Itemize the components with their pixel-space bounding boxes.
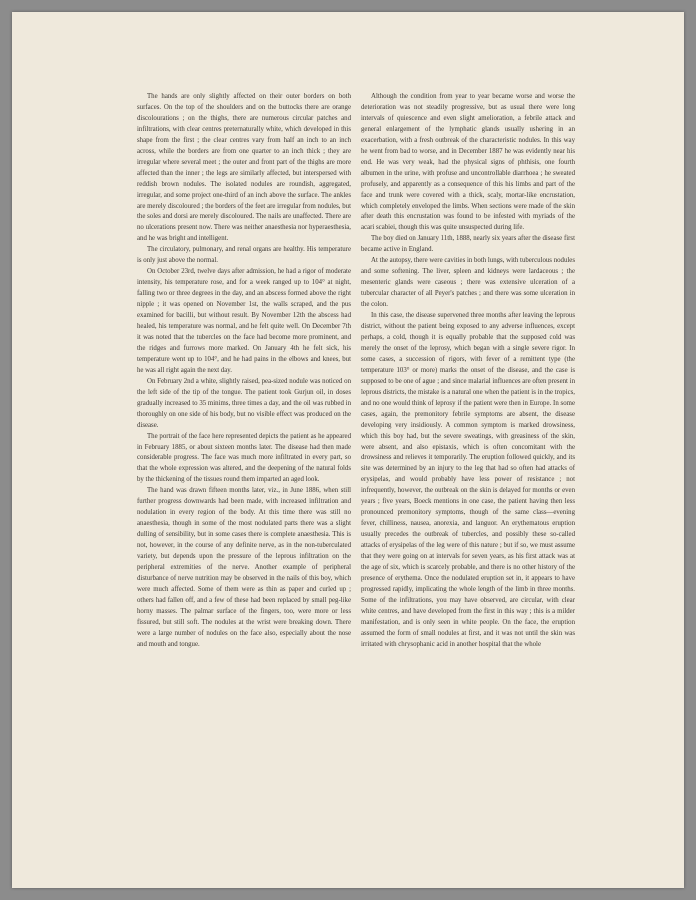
paragraph: The circulatory, pulmonary, and renal organs are healthy. His temperature is only just above the normal. <box>137 246 351 265</box>
paragraph: The boy died on January 11th, 1888, nearly six years after the disease first became active in England. <box>361 235 575 254</box>
paragraph: Although the condition from year to year became worse and worse the deterioration was not steadily progressive, but as usual there were long intervals of quiescence and even slight amelioration, a febrile attack and general enlargement of the lymphatic glands usually ushering in an exacerbation, with a fresh outbreak of the characteristic nodules. In this way he went from bad to worse, and in December 1887 he was evidently near his end. He was very weak, had the physical signs of phthisis, one fourth albumen in the urine, with profuse and uncontrollable diarrhoea ; he sweated profusely, and apparently as a consequence of this his limbs and part of the face and trunk were covered with a thick, scaly, mortar-like encrustation, which completely enveloped the limbs. When sections were made of the skin after death this encrustation was found to be infested with myriads of the acari scabiei, though this was quite unsuspected during life. <box>361 93 575 232</box>
paragraph: The hands are only slightly affected on their outer borders on both surfaces. On the top of the shoulders and on the buttocks there are orange discolourations ; on the thighs, there are numerous circular patches and infiltrations, with clear centres preternaturally white, which developed in this shape from the first ; the clear centres vary from half an inch to an inch across, while the borders are from one quarter to an inch thick ; they are irregular where several meet ; the outer and front part of the thighs are more affected than the inner ; the legs are similarly affected, but interspersed with reddish brown nodules. The isolated nodules are roundish, aggregated, irregular, and some project one-third of an inch above the surface. The ankles are merely discoloured ; the borders of the feet are irregular from nodules, but the soles and dorsi are merely discoloured. The nails are unaffected. There are no ulcerations present now. There was neither anaesthesia nor hyperaesthesia, and he was bright and intelligent. <box>137 93 351 243</box>
right-column <box>361 92 575 651</box>
left-column <box>137 92 351 651</box>
paragraph: On February 2nd a white, slightly raised, pea-sized nodule was noticed on the left side of the tip of the tongue. The patient took Gurjun oil, in doses gradually increased to 35 minims, three times a day, and the oil was rubbed in thoroughly on one side of his body, but no visible effect was produced on the disease. <box>137 377 351 429</box>
document-page <box>12 12 684 888</box>
paragraph: The portrait of the face here represented depicts the patient as he appeared in February 1885, or about sixteen months later. The disease had then made considerable progress. The face was much more infiltrated in every part, so that the whole expression was altered, and the deepening of the natural folds by the thickening of the tissues round them imparted an aged look. <box>137 432 351 484</box>
paragraph: In this case, the disease supervened three months after leaving the leprous district, without the patient being exposed to any adverse influences, except perhaps, a cold, though it is equally probable that the supposed cold was merely the onset of the leprosy, which began with a single severe rigor. In some cases, a succession of rigors, with fever of a remittent type (the temperature 103° or more) marks the onset of the disease, and the case is supposed to be one of ague ; and since malarial influences are often present in leprous districts, the mistake is a natural one when the patient is in the tropics, and no one would think of leprosy if the patient were then in Europe. In some cases, again, the premonitory febrile symptoms are absent, the disease developing very insidiously. A common symptom is marked drowsiness, which this boy had, but the severe sweatings, with greasiness of the skin, were absent, and also epistaxis, which is often concomitant with the drowsiness and relieves it temporarily. The eruption followed quickly, and its site was determined by an injury to the leg that had so often had attacks of erysipelas, and would probably have less power of resistance ; not infrequently, however, the outbreak on the skin is delayed for months or even years ; five years, Boeck mentions in one case, the patient having then less pronounced premonitory symptoms, though of the same class—evening fever, chilliness, nausea, anorexia, and languor. An erythematous eruption usually precedes the outbreak of tubercles, and possibly these so-called attacks of erysipelas of the leg were of this nature ; but if so, we must assume that they were going on at intervals for seven years, as his first attack was at the age of six, which is scarcely probable, and there is no other history of the presence of erythema. Once the nodulated eruption set in, it appears to have progressed rapidly, implicating the whole length of the limb in three months. Some of the infiltrations, you may have observed, are circular, with clear white centres, and have developed from the first in this way ; this is a milder manifestation, and is only seen in white people. On the face, the eruption assumed the form of small nodules at first, and it was not until the skin was irritated with chrysophanic acid in another hospital that the whole <box>361 312 576 648</box>
paragraph: On October 23rd, twelve days after admission, he had a rigor of moderate intensity, his temperature rose, and for a week ranged up to 104° at night, falling two or three degrees in the day, and an abscess formed above the right nipple ; it was opened on November 1st, the walls scraped, and the pus examined for bacilli, but without result. By November 12th the abscess had healed, his temperature was normal, and he felt quite well. On December 7th it was noted that the tubercles on the face had become more prominent, and the ridges and furrows more marked. On January 4th he felt sick, his temperature went up to 104°, and he had pains in the elbows and knees, but he was all right again the next day. <box>137 268 351 374</box>
paragraph: The hand was drawn fifteen months later, viz., in June 1886, when still further progress downwards had been made, with increased infiltration and nodulation in every region of the body. At this time there was still no anaesthesia, though in some of the most nodulated parts there was a slight dulling of sensibility, but in some cases there is complete anaesthesia. This is not, however, in the course of any definite nerve, as in the non-tuberculated variety, but depends upon the pressure of the leprous infiltration on the peripheral extremities of the nerve. Another example of peripheral disturbance of nerve nutrition may be observed in the nails of this boy, which were much affected. Some of them were as thin as paper and curled up ; others had fallen off, and a few of these had been replaced by small peg-like horny masses. The palmar surface of the fingers, too, were more or less fissured, but still soft. The nodules at the wrist were breaking down. There were a large number of nodules on the face also, especially about the nose and mouth and tongue. <box>137 487 351 648</box>
paragraph: At the autopsy, there were cavities in both lungs, with tuberculous nodules and some softening. The liver, spleen and kidneys were lardaceous ; the mesenteric glands were caseous ; there was extensive ulceration of a tubercular character of all Peyer's patches ; and there was some ulceration in the colon. <box>361 257 575 309</box>
